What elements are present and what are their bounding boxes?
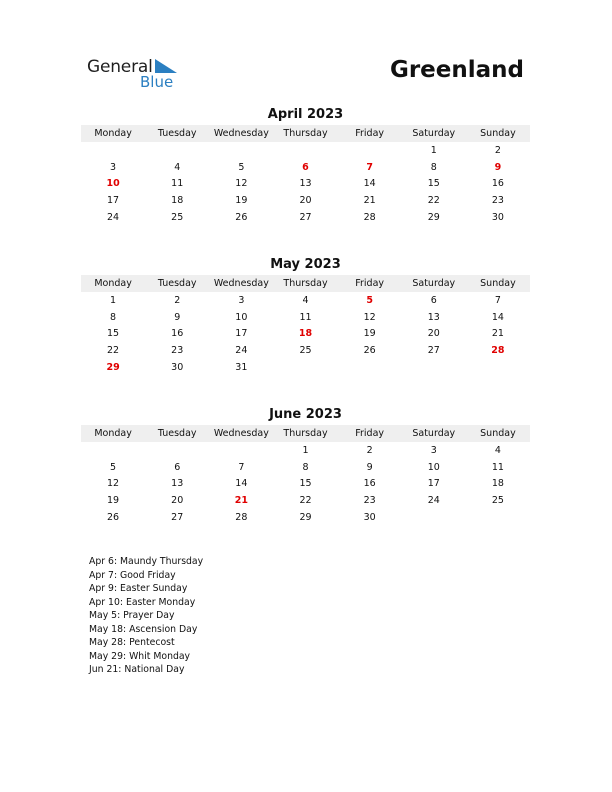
weekday-header: Monday: [81, 425, 145, 442]
day-cell: 3: [110, 161, 117, 173]
holiday-item: Apr 7: Good Friday: [89, 569, 176, 581]
holiday-day-cell: 28: [491, 344, 505, 356]
day-cell: 27: [299, 211, 312, 223]
country-title: Greenland: [389, 57, 524, 83]
day-cell: 26: [363, 344, 376, 356]
weekday-header: Wednesday: [209, 275, 273, 292]
day-cell: [209, 442, 273, 459]
holiday-item: Apr 6: Maundy Thursday: [89, 556, 204, 567]
holiday-day-cell: 9: [494, 161, 502, 173]
day-cell: 3: [238, 294, 245, 306]
day-cell: 11: [491, 461, 504, 473]
day-cell: 30: [363, 511, 376, 523]
weekday-header: Monday: [81, 275, 145, 292]
day-cell: 4: [302, 294, 309, 306]
day-cell: 8: [430, 161, 437, 173]
calendar-grid: [81, 125, 530, 225]
holiday-item: May 29: Whit Monday: [89, 650, 191, 662]
day-cell: 6: [174, 461, 181, 473]
day-cell: [338, 359, 402, 376]
week-row: [81, 475, 530, 492]
holiday-day-cell: 10: [106, 178, 120, 190]
logo-general-text: General: [87, 57, 153, 77]
weekday-header: Friday: [338, 275, 402, 292]
day-cell: 23: [363, 494, 376, 506]
weekday-header: Thursday: [273, 275, 337, 292]
holiday-day-cell: 21: [234, 494, 248, 506]
week-row: [81, 159, 530, 176]
day-cell: 3: [430, 444, 437, 456]
day-cell: 23: [491, 194, 504, 206]
week-row: [81, 442, 530, 459]
day-cell: 8: [302, 461, 309, 473]
day-cell: 10: [427, 461, 440, 473]
calendar-grid: [81, 275, 530, 375]
day-cell: 6: [430, 294, 437, 306]
week-row: [81, 359, 530, 376]
day-cell: 1: [302, 444, 309, 456]
day-cell: 14: [235, 478, 248, 490]
day-cell: 5: [110, 461, 117, 473]
weekday-header: Saturday: [402, 125, 466, 142]
day-cell: 2: [494, 144, 501, 156]
day-cell: [273, 359, 337, 376]
day-cell: [209, 142, 273, 159]
weekday-header: Thursday: [273, 425, 337, 442]
day-cell: 24: [427, 494, 440, 506]
day-cell: 13: [299, 178, 312, 190]
day-cell: 27: [171, 511, 184, 523]
day-cell: 24: [107, 211, 120, 223]
day-cell: 18: [171, 194, 184, 206]
day-cell: 21: [363, 194, 376, 206]
day-cell: [81, 442, 145, 459]
day-cell: 10: [235, 311, 248, 323]
week-row: [81, 209, 530, 226]
week-row: [81, 459, 530, 476]
day-cell: 25: [171, 211, 184, 223]
day-cell: 15: [427, 178, 440, 190]
day-cell: [81, 142, 145, 159]
weekday-header: Sunday: [466, 275, 530, 292]
holiday-item: Apr 10: Easter Monday: [89, 596, 196, 608]
day-cell: [402, 359, 466, 376]
week-row: [81, 509, 530, 526]
day-cell: 27: [427, 344, 440, 356]
month-title: May 2023: [270, 257, 341, 272]
holiday-day-cell: 18: [298, 328, 313, 340]
day-cell: 9: [174, 311, 181, 323]
day-cell: 11: [171, 178, 184, 190]
day-cell: 29: [427, 211, 440, 223]
week-row: [81, 192, 530, 209]
week-row: [81, 142, 530, 159]
month-june: [81, 407, 530, 525]
day-cell: 20: [171, 494, 184, 506]
month-may: [81, 257, 530, 375]
logo: [87, 56, 187, 92]
holiday-item: May 28: Pentecost: [89, 637, 175, 648]
day-cell: 28: [363, 211, 376, 223]
day-cell: 22: [427, 194, 440, 206]
day-cell: 19: [235, 194, 248, 206]
day-cell: 15: [299, 478, 312, 490]
weekday-header: Saturday: [402, 425, 466, 442]
day-cell: 26: [235, 211, 248, 223]
day-cell: [402, 509, 466, 526]
day-cell: [466, 509, 530, 526]
calendar-grid: [81, 425, 530, 525]
day-cell: [338, 142, 402, 159]
week-row: [81, 309, 530, 326]
weekday-header: Tuesday: [145, 425, 209, 442]
holiday-day-cell: 29: [106, 361, 120, 373]
day-cell: 8: [110, 311, 117, 323]
day-cell: 15: [107, 328, 120, 340]
day-cell: 1: [110, 294, 117, 306]
holiday-day-cell: 5: [366, 294, 373, 306]
day-cell: 22: [299, 494, 312, 506]
day-cell: 25: [299, 344, 312, 356]
day-cell: 7: [494, 294, 501, 306]
day-cell: 20: [427, 328, 440, 340]
holiday-day-cell: 6: [302, 161, 309, 173]
day-cell: 23: [171, 344, 184, 356]
day-cell: 14: [491, 311, 504, 323]
month-title: June 2023: [269, 407, 342, 422]
day-cell: 4: [494, 444, 501, 456]
holiday-item: Jun 21: National Day: [89, 664, 185, 675]
weekday-header: Sunday: [466, 425, 530, 442]
day-cell: 2: [174, 294, 181, 306]
weekday-header: Thursday: [273, 125, 337, 142]
day-cell: 30: [171, 361, 184, 373]
day-cell: 29: [299, 511, 312, 523]
day-cell: 22: [107, 344, 120, 356]
weekday-header: Wednesday: [209, 125, 273, 142]
day-cell: 18: [491, 478, 504, 490]
week-row: [81, 325, 530, 342]
holiday-day-cell: 7: [366, 161, 373, 173]
day-cell: 21: [491, 328, 504, 340]
holiday-item: May 5: Prayer Day: [89, 610, 175, 621]
weekday-header: Friday: [338, 125, 402, 142]
holiday-item: May 18: Ascension Day: [89, 623, 198, 635]
day-cell: 17: [235, 328, 248, 340]
day-cell: 13: [427, 311, 440, 323]
day-cell: 12: [107, 478, 120, 490]
day-cell: 12: [363, 311, 376, 323]
holiday-list: [89, 555, 203, 677]
weekday-header: Wednesday: [209, 425, 273, 442]
logo-triangle-icon: [155, 59, 177, 73]
day-cell: [145, 142, 209, 159]
weekday-header: Tuesday: [145, 125, 209, 142]
day-cell: 5: [238, 161, 245, 173]
day-cell: 28: [235, 511, 248, 523]
day-cell: 14: [363, 178, 376, 190]
day-cell: 16: [171, 328, 184, 340]
day-cell: 30: [491, 211, 504, 223]
day-cell: 16: [491, 178, 504, 190]
day-cell: 13: [171, 478, 184, 490]
day-cell: 17: [107, 194, 120, 206]
month-april: [81, 107, 530, 225]
day-cell: 7: [238, 461, 245, 473]
day-cell: 12: [235, 178, 248, 190]
weekday-header: Monday: [81, 125, 145, 142]
day-cell: 19: [107, 494, 120, 506]
day-cell: 20: [299, 194, 312, 206]
day-cell: 11: [299, 311, 312, 323]
logo-blue-text: Blue: [140, 73, 174, 91]
day-cell: [273, 142, 337, 159]
day-cell: 16: [363, 478, 376, 490]
day-cell: 19: [363, 328, 376, 340]
day-cell: 1: [430, 144, 437, 156]
week-row: [81, 292, 530, 309]
weekday-header: Friday: [338, 425, 402, 442]
week-row: [81, 342, 530, 359]
day-cell: 17: [427, 478, 440, 490]
day-cell: 31: [235, 361, 248, 373]
day-cell: 25: [491, 494, 504, 506]
month-title: April 2023: [267, 107, 344, 122]
weekday-header: Tuesday: [145, 275, 209, 292]
weekday-header: Sunday: [466, 125, 530, 142]
week-row: [81, 492, 530, 509]
day-cell: 26: [107, 511, 120, 523]
weekday-header: Saturday: [402, 275, 466, 292]
day-cell: 2: [366, 444, 373, 456]
day-cell: [145, 442, 209, 459]
week-row: [81, 175, 530, 192]
day-cell: 9: [366, 461, 373, 473]
day-cell: 4: [174, 161, 181, 173]
day-cell: 24: [235, 344, 248, 356]
holiday-item: Apr 9: Easter Sunday: [89, 583, 188, 594]
day-cell: [466, 359, 530, 376]
